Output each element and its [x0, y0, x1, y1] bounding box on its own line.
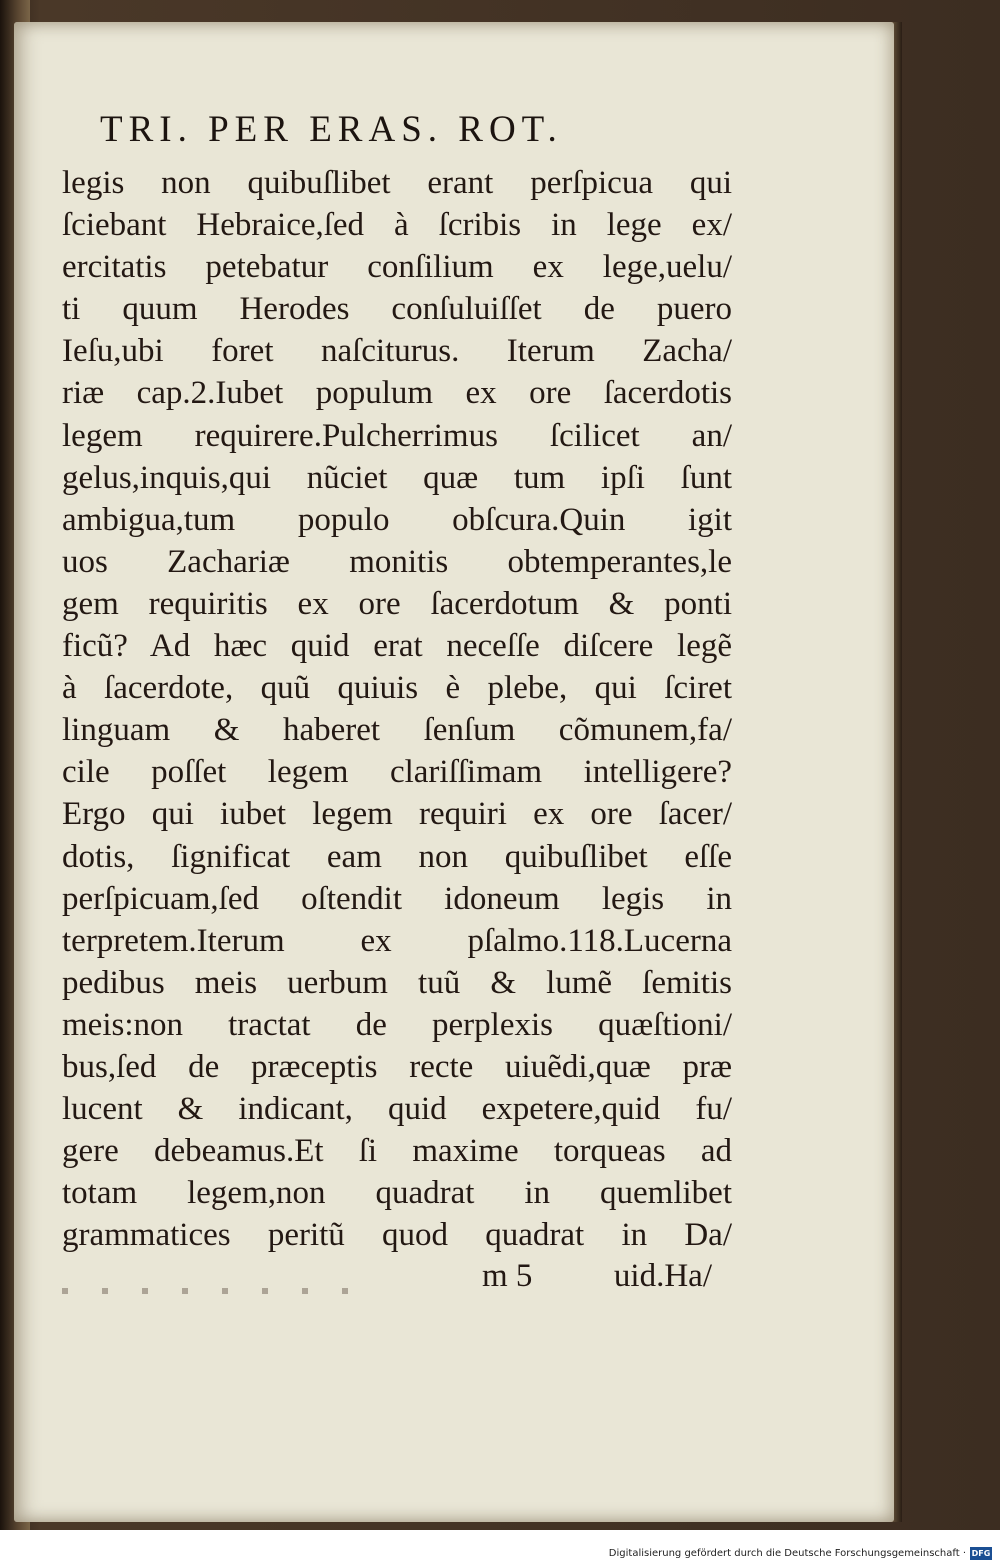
text-line: ambigua,tum populo obſcura.Quin igit [62, 501, 732, 538]
footer-credit: Digitalisierung gefördert durch die Deutsche Forschungsgemeinschaft · [608, 1548, 966, 1559]
catchline [62, 1258, 712, 1302]
signature-mark: m 5 [482, 1258, 533, 1294]
text-line: cile poſſet legem clariſſimam intelligere? [62, 754, 732, 791]
text-line: à ſacerdote, quũ quiuis è plebe, qui ſciret [62, 670, 732, 707]
dfg-logo: DFG [971, 1549, 991, 1558]
text-line: bus,ſed de præceptis recte uiuẽdi,quæ præ [62, 1048, 732, 1085]
running-head: TRI. PER ERAS. ROT. [100, 109, 563, 150]
text-line: terpretem.Iterum ex pſalmo.118.Lucerna [62, 922, 732, 959]
text-line: legem requirere.Pulcherrimus ſcilicet an/ [62, 417, 732, 454]
text-line: linguam & haberet ſenſum cõmunem,fa/ [62, 712, 732, 749]
text-line: dotis, ſignificat eam non quibuſlibet eſſe [62, 838, 732, 875]
text-line: ti quum Herodes conſuluiſſet de puero [62, 291, 732, 328]
text-line: uos Zachariæ monitis obtemperantes,le [62, 543, 732, 580]
text-line: gere debeamus.Et ſi maxime torqueas ad [62, 1133, 732, 1170]
text-line: perſpicuam,ſed oſtendit idoneum legis in [62, 880, 732, 917]
catchword: uid.Ha/ [613, 1258, 712, 1294]
text-block [62, 162, 732, 1256]
text-line: legis non quibuſlibet erant perſpicua qui [62, 165, 732, 201]
text-line: pedibus meis uerbum tuũ & lumẽ ſemitis [62, 964, 732, 1001]
text-line: grammatices peritũ quod quadrat in Da/ [62, 1217, 732, 1254]
text-line: gelus,inquis,qui nũciet quæ tum ipſi ſunt [62, 459, 732, 496]
text-line: ficũ? Ad hæc quid erat neceſſe diſcere legẽ [62, 628, 732, 665]
text-line: Ergo qui iubet legem requiri ex ore ſacer/ [62, 796, 732, 833]
text-line: lucent & indicant, quid expetere,quid fu/ [62, 1091, 732, 1128]
text-line: ſciebant Hebraice,ſed à ſcribis in lege ex/ [62, 207, 732, 244]
text-line: totam legem,non quadrat in quemlibet [62, 1175, 732, 1212]
ink-specks [62, 1288, 362, 1294]
text-line: gem requiritis ex ore ſacerdotum & ponti [62, 585, 732, 622]
text-line: ercitatis petebatur conſilium ex lege,uelu/ [62, 249, 732, 286]
text-line: Ieſu,ubi foret naſciturus. Iterum Zacha/ [62, 333, 732, 370]
text-line: meis:non tractat de perplexis quæſtioni/ [62, 1006, 732, 1043]
text-line: riæ cap.2.Iubet populum ex ore ſacerdotis [62, 375, 732, 412]
